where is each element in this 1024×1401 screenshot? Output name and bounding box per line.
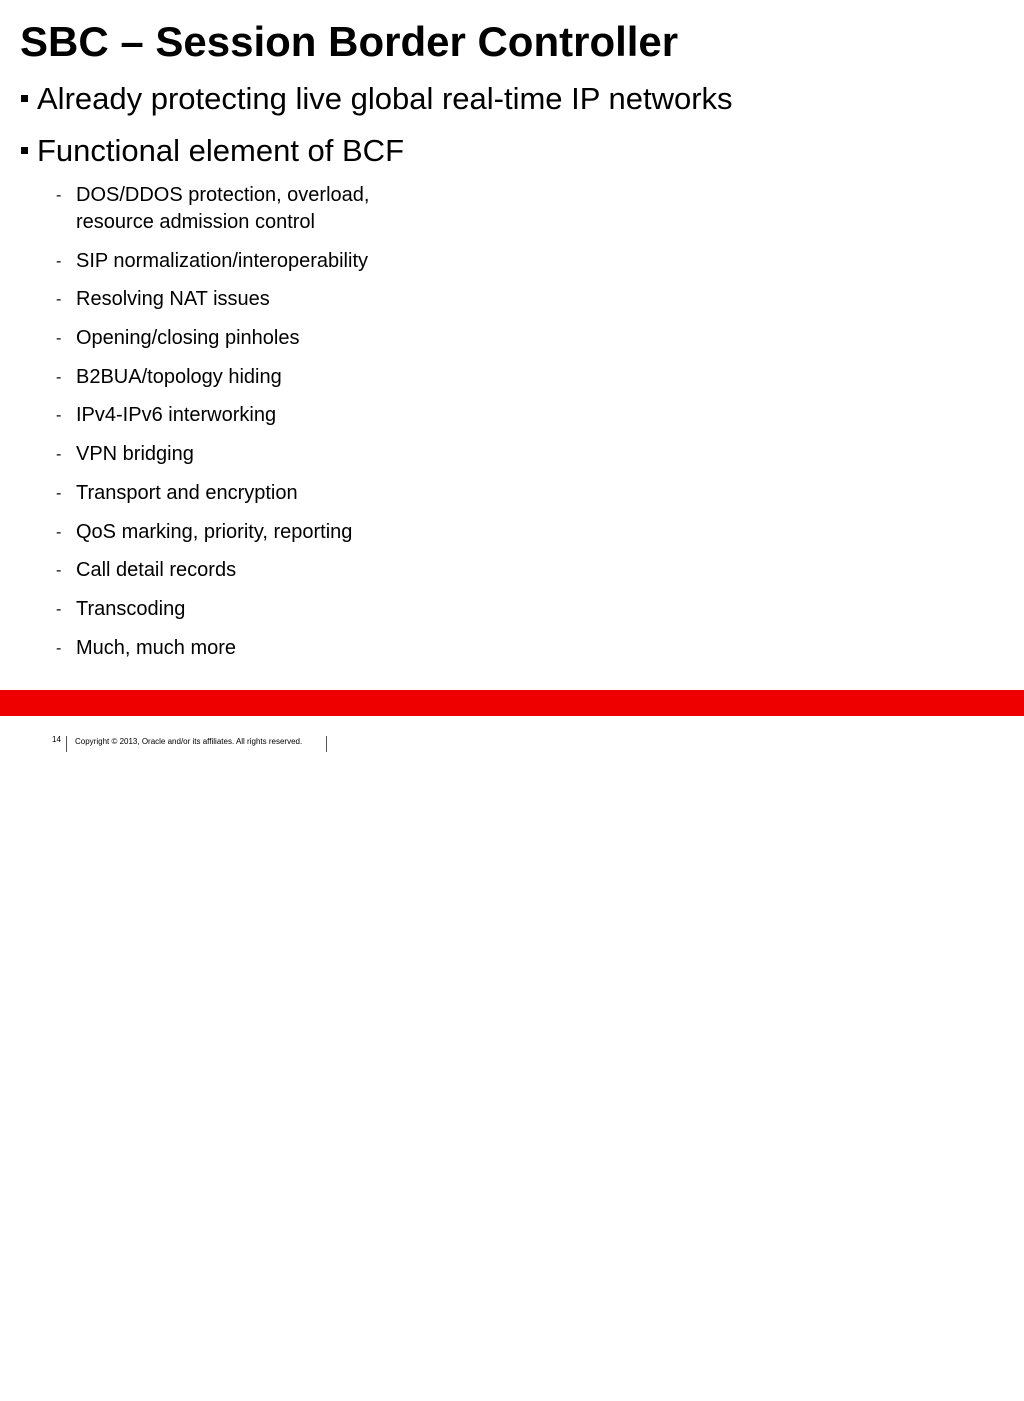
sub-bullet-label: Call detail records <box>76 559 237 582</box>
copyright-text: Copyright © 2013, Oracle and/or its affiliates. All rights reserved. <box>75 737 303 746</box>
sub-bullet-item <box>56 286 656 313</box>
sub-bullet-list <box>56 182 656 673</box>
footer-divider <box>66 736 67 752</box>
sub-bullet-label: Transport and encryption <box>76 481 298 504</box>
bullet-label: Functional element of BCF <box>37 133 405 168</box>
dash-bullet-icon: - <box>56 484 62 502</box>
dash-bullet-icon: - <box>56 446 62 464</box>
dash-bullet-icon: - <box>56 291 62 309</box>
dash-bullet-icon: - <box>56 562 62 580</box>
dash-bullet-icon: - <box>56 639 62 657</box>
sub-bullet-item <box>56 635 656 662</box>
sub-bullet-item <box>56 519 656 546</box>
sub-bullet-item <box>56 248 656 275</box>
sub-bullet-label: IPv4-IPv6 interworking <box>76 404 277 427</box>
bullet-item <box>20 130 920 172</box>
slide-footer <box>0 728 1024 754</box>
dash-bullet-icon: - <box>56 600 62 618</box>
sub-bullet-label: Opening/closing pinholes <box>76 327 300 350</box>
sub-bullet-label: B2BUA/topology hiding <box>76 365 282 388</box>
square-bullet-icon <box>21 95 28 102</box>
sub-bullet-label: QoS marking, priority, reporting <box>76 520 353 543</box>
sub-bullet-label: Resolving NAT issues <box>76 288 270 311</box>
sub-bullet-item <box>56 480 656 507</box>
sub-bullet-item <box>56 596 656 623</box>
sub-bullet-item <box>56 364 656 391</box>
sub-bullet-label: VPN bridging <box>76 443 194 466</box>
dash-bullet-icon: - <box>56 523 62 541</box>
page-number: 14 <box>52 735 61 744</box>
bullet-list <box>20 78 920 172</box>
oracle-logo <box>896 1383 976 1401</box>
sub-bullet-item <box>56 402 656 429</box>
square-bullet-icon <box>21 147 28 154</box>
dash-bullet-icon: - <box>56 187 62 204</box>
oracle-logo-text: ORACLE <box>896 1385 968 1401</box>
footer-divider <box>326 736 327 752</box>
dash-bullet-icon: - <box>56 368 62 386</box>
bullet-item <box>20 78 920 120</box>
slide-title: SBC – Session Border Controller <box>20 18 679 65</box>
dash-bullet-icon: - <box>56 252 62 270</box>
dash-bullet-icon: - <box>56 407 62 425</box>
dash-bullet-icon: - <box>56 330 62 348</box>
sub-bullet-item <box>56 557 656 584</box>
sub-bullet-label: Much, much more <box>76 636 237 659</box>
sub-bullet-label: DOS/DDOS protection, overload, resource admission control <box>76 184 370 233</box>
sub-bullet-label: SIP normalization/interoperability <box>76 249 369 272</box>
sub-bullet-item <box>56 441 656 468</box>
sub-bullet-label: Transcoding <box>76 597 186 620</box>
sub-bullet-item <box>56 325 656 352</box>
bullet-label: Already protecting live global real-time IP networks <box>37 81 733 116</box>
sub-bullet-item <box>56 182 656 236</box>
